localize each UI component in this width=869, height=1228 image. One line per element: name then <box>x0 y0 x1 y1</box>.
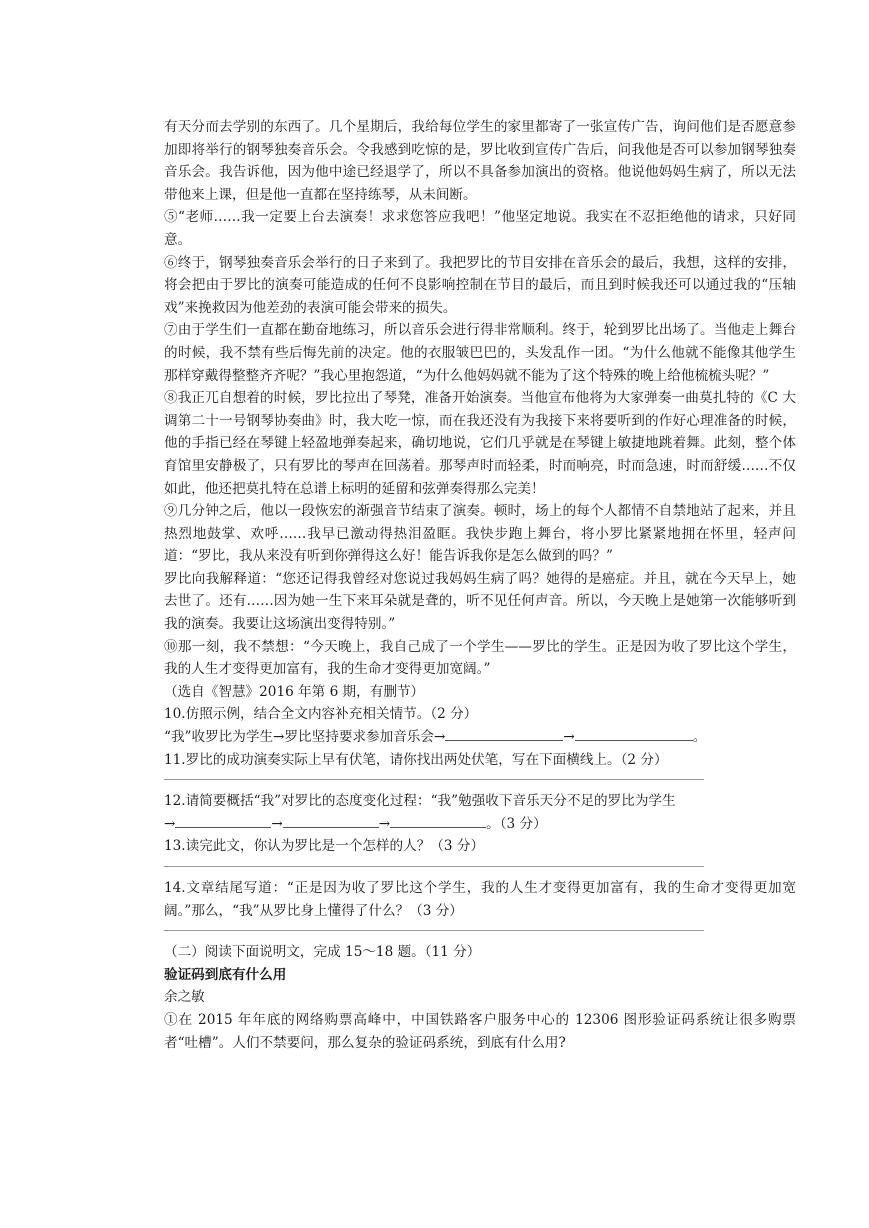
story-paragraph-5: ⑤“老师……我一定要上台去演奏！求求您答应我吧！”他坚定地说。我实在不忍拒绝他的请求，只好同意。 <box>164 209 796 248</box>
story-source: （选自《智慧》2016 年第 6 期，有删节） <box>164 683 425 700</box>
answer-line-14[interactable] <box>164 930 704 931</box>
question-12: 12.请简要概括“我”对罗比的态度变化过程：“我”勉强收下音乐天分不足的罗比为学生 <box>164 793 676 810</box>
story-paragraph-4-tail: 有天分而去学别的东西了。几个星期后，我给每位学生的家里都寄了一张宣传广告，询问他们是否愿意参加即将举行的钢琴独奏音乐会。令我感到吃惊的是，罗比收到宣传广告后，问我他是否可以参加钢琴独奏音乐会。我告诉他，因为他中途已经退学了，所以不具备参加演出的资格。他说他妈妈生病了，所以无法带他来上课，但是他一直都在坚持练琴，从未间断。 <box>164 119 796 203</box>
story-paragraph-9-reply: 罗比向我解释道：“您还记得我曾经对您说过我妈妈生病了吗？她得的是癌症。并且，就在今天早上，她去世了。还有……因为她一生下来耳朵就是聋的，听不见任何声音。所以，今天晚上是她第一次能够听到我的演奏。我要让这场演出变得特别。” <box>164 570 796 633</box>
question-10-arrow: → <box>563 729 575 746</box>
question-10-chain: “我”收罗比为学生→罗比坚持要求参加音乐会→ <box>164 729 446 746</box>
question-10: 10.仿照示例，结合全文内容补充相关情节。（2 分） <box>164 706 478 723</box>
answer-blank-12a[interactable] <box>175 813 271 828</box>
answer-blank-12c[interactable] <box>390 813 486 828</box>
question-12-arrow-2: → <box>271 815 283 832</box>
story-paragraph-10: ⑩那一刻，我不禁想：“今天晚上，我自己成了一个学生——罗比的学生。正是因为收了罗比这个学生，我的人生才变得更加富有，我的生命才变得更加宽阔。” <box>164 638 796 678</box>
document-page <box>164 116 796 1054</box>
article-paragraph-1: ①在 2015 年年底的网络购票高峰中，中国铁路客户服务中心的 12306 图形验证码系统让很多购票者“吐槽”。人们不禁要问，那么复杂的验证码系统，到底有什么用? <box>164 1011 796 1051</box>
answer-line-11[interactable] <box>164 779 704 780</box>
article-author: 余之敏 <box>164 989 205 1006</box>
answer-blank-12b[interactable] <box>283 813 379 828</box>
question-12-answer-line <box>164 813 796 836</box>
article-title: 验证码到底有什么用 <box>164 966 287 983</box>
question-12-end: 。（3 分） <box>486 815 547 832</box>
question-12-arrow-3: → <box>378 815 391 832</box>
story-paragraph-7: ⑦由于学生们一直都在勤奋地练习，所以音乐会进行得非常顺利。终于，轮到罗比出场了。当他走上舞台的时候，我不禁有些后悔先前的决定。他的衣服皱巴巴的，头发乱作一团。“为什么他就不能像其他学生那样穿戴得整整齐齐呢？”我心里抱怨道，“为什么他妈妈就不能为了这个特殊的晚上给他梳梳头呢？” <box>164 322 796 384</box>
answer-line-13[interactable] <box>164 866 704 867</box>
question-14: 14.文章结尾写道：“正是因为收了罗比这个学生，我的人生才变得更加富有，我的生命才变得更加宽阔。”那么，“我”从罗比身上懂得了什么？（3 分） <box>164 880 796 919</box>
answer-blank-10a[interactable] <box>445 726 563 741</box>
answer-blank-10b[interactable] <box>575 726 693 741</box>
question-10-chain-line <box>164 726 796 749</box>
story-paragraph-9: ⑨几分钟之后，他以一段恢宏的渐强音节结束了演奏。顿时，场上的每个人都情不自禁地站了起来，并且热烈地鼓掌、欢呼……我早已激动得热泪盈眶。我快步跑上舞台，将小罗比紧紧地拥在怀里，轻声问道：“罗比，我从来没有听到你弹得这么好！能告诉我你是怎么做到的吗？” <box>164 503 796 565</box>
question-11: 11.罗比的成功演奏实际上早有伏笔，请你找出两处伏笔，写在下面横线上。（2 分） <box>164 751 668 768</box>
question-12-arrow-1: → <box>164 815 176 832</box>
story-paragraph-8: ⑧我正兀自想着的时候，罗比拉出了琴凳，准备开始演奏。当他宣布他将为大家弹奏一曲莫扎特的《C 大调第二十一号钢琴协奏曲》时，我大吃一惊，而在我还没有为我接下来将要听到的作好心理准备的时候，他的手指已经在琴键上轻盈地弹奏起来，确切地说，它们几乎就是在琴键上敏捷地跳着舞。此刻，整个体育馆里安静极了，只有罗比的琴声在回荡着。那琴声时而轻柔，时而响亮，时而急速，时而舒缓……不仅如此，他还把莫扎特在总谱上标明的延留和弦弹奏得那么完美！ <box>164 390 796 497</box>
section-2-heading: （二）阅读下面说明文，完成 15～18 题。（11 分） <box>164 944 481 961</box>
question-13: 13.读完此文，你认为罗比是一个怎样的人？（3 分） <box>164 838 485 855</box>
question-10-end: 。 <box>692 729 707 746</box>
story-paragraph-6: ⑥终于，钢琴独奏音乐会举行的日子来到了。我把罗比的节目安排在音乐会的最后，我想，这样的安排，将会把由于罗比的演奏可能造成的任何不良影响控制在节目的最后，而且到时候我还可以通过我的“压轴戏”来挽救因为他差劲的表演可能会带来的损失。 <box>164 254 796 316</box>
